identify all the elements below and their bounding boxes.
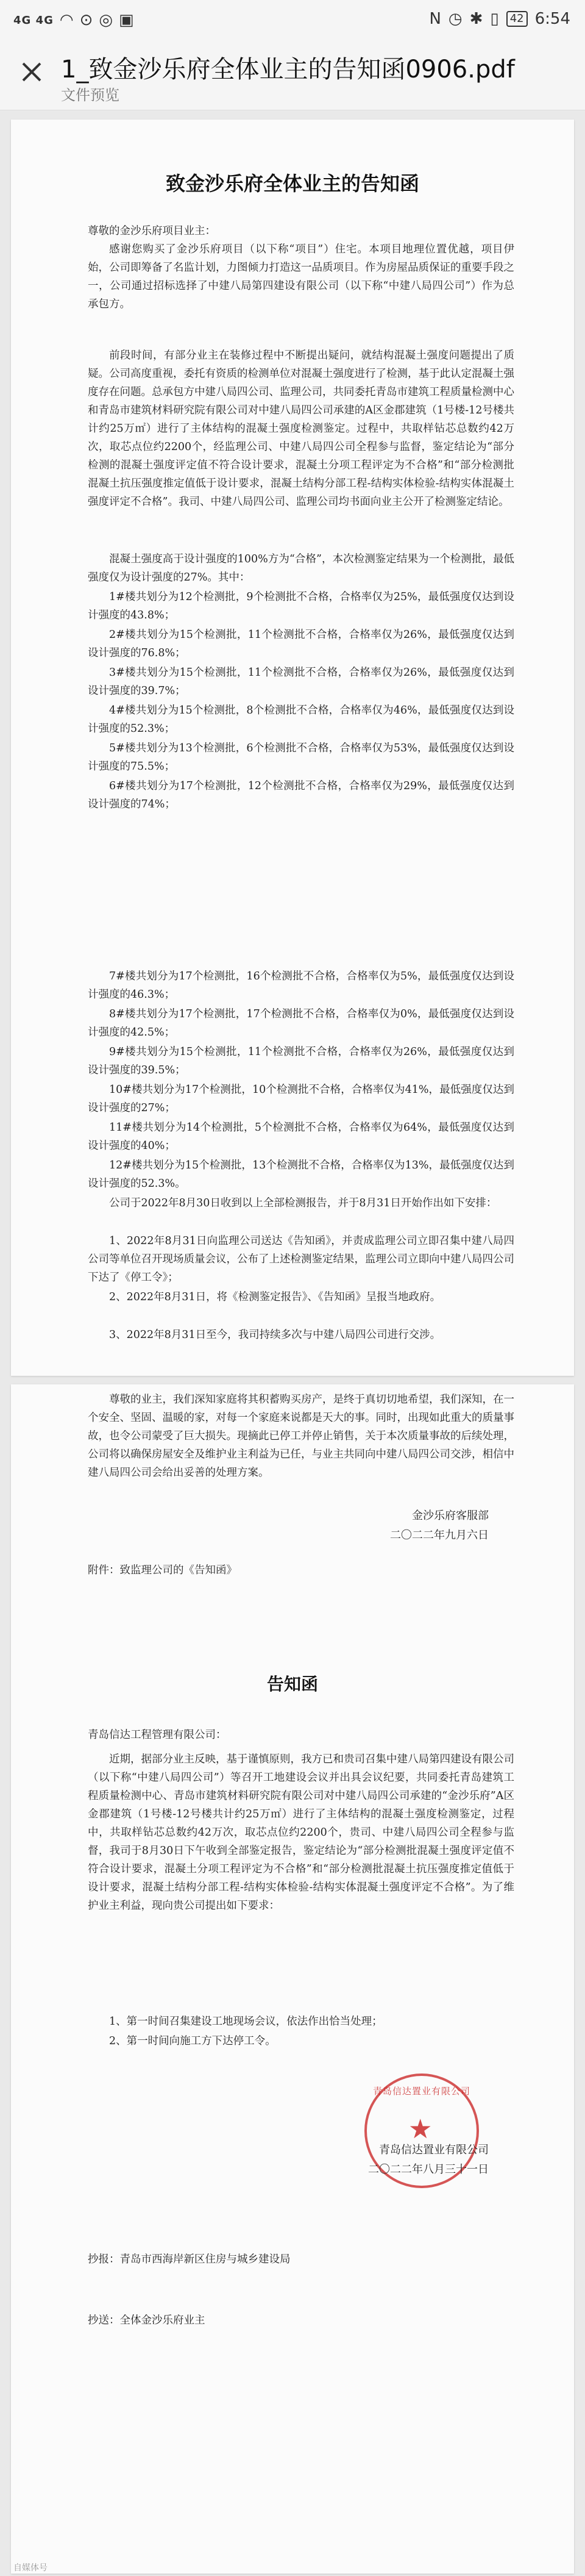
page1-paragraph: 12#楼共划分为15个检测批，13个检测批不合格，合格率仅为13%，最低强度仅达到设计强度的52.3%。 xyxy=(88,1159,514,1190)
status-right xyxy=(429,10,570,28)
page1-paragraph: 公司于2022年8月30日收到以上全部检测报告，并于8月31日开始作出如下安排： xyxy=(109,1197,497,1209)
status-bar xyxy=(0,0,585,43)
message-icon: ▣ xyxy=(119,11,134,29)
page1-paragraph: 1、2022年8月31日向监理公司送达《告知函》，并责成监理公司立即召集中建八局四公司等单位召开现场质量会议，公布了上述检测鉴定结果，监理公司立即向中建八局四公司下达了《停工令》； xyxy=(88,1235,514,1284)
document-title: 1_致金沙乐府全体业主的告知函0906.pdf xyxy=(61,55,515,84)
seal-star-icon: ★ xyxy=(408,2114,433,2145)
page2-signature xyxy=(368,2141,489,2180)
page1-attachment: 附件：致监理公司的《告知函》 xyxy=(88,1564,237,1576)
document-subtitle: 文件预览 xyxy=(61,87,119,104)
footer-watermark: 自媒体号 xyxy=(13,2563,48,2573)
page2-paragraph: 1、第一时间召集建设工地现场会议，依法作出恰当处理； xyxy=(109,2016,383,2028)
app-icon: ◎ xyxy=(99,11,113,29)
bluetooth-icon: ✱ xyxy=(469,10,483,28)
page1-paragraph: 10#楼共划分为17个检测批，10个检测批不合格，合格率仅为41%，最低强度仅达到设计强度的27%； xyxy=(88,1084,514,1114)
page2-signature-org: 青岛信达置业有限公司 xyxy=(379,2144,489,2156)
alarm-icon: ◷ xyxy=(448,10,463,28)
battery-indicator: 42 xyxy=(506,11,528,27)
close-icon[interactable] xyxy=(17,57,46,87)
vibrate-icon: ▯ xyxy=(490,10,499,28)
page1-paragraph: 1#楼共划分为12个检测批，9个检测批不合格，合格率仅为25%，最低强度仅达到设计强度的43.8%； xyxy=(88,591,514,621)
page1-paragraph: 2#楼共划分为15个检测批，11个检测批不合格，合格率仅为26%，最低强度仅达到设计强度的76.8%； xyxy=(88,629,514,659)
page1-paragraph: 混凝土强度高于设计强度的100%方为“合格”，本次检测鉴定结果为一个检测批，最低强度仅为设计强度的27%。其中： xyxy=(88,553,514,584)
signal-indicator: 4G 4G xyxy=(13,13,54,27)
page1-signature-org: 金沙乐府客服部 xyxy=(412,1509,489,1522)
clock: 6:54 xyxy=(534,10,570,28)
page2-paragraph: 近期，据部分业主反映，基于谨慎原则，我方已和贵司召集中建八局第四建设有限公司（以下称“中建八局四公司”）等召开工地建设会议并出具会议纪要，共同委托青岛建筑工程质量检测中心、青岛市建筑材料研究院有限公司对中建八局四公司承建的“金沙乐府”A区金郡建筑（1号楼-12号楼共计约25万㎡）进行了主体结构的混凝土强度检测鉴定，过程中，共取样钻芯总数约42万次，取芯点位约2200个，贵司、中建八局四公司全程参与监督，我司于8月30日下午收到全部鉴定报告，鉴定结论为“部分检测批混凝土强度评定值不符合设计要求，混凝土分项工程评定为不合格”和“部分检测批混凝土抗压强度推定值低于设计要求，混凝土结构分部工程-结构实体检验-结构实体混凝土强度评定不合格”。为了维护业主利益，现向贵公司提出如下要求： xyxy=(88,1753,514,1912)
page1-signature xyxy=(390,1506,489,1545)
page1-paragraph: 11#楼共划分为14个检测批，5个检测批不合格，合格率仅为64%，最低强度仅达到设计强度的40%； xyxy=(88,1122,514,1152)
status-left xyxy=(13,11,134,29)
app-header xyxy=(0,43,585,110)
page1-salutation: 尊敬的金沙乐府项目业主： xyxy=(88,225,216,237)
page2-paragraph: 2、第一时间向施工方下达停工令。 xyxy=(109,2035,276,2047)
page1-paragraph: 前段时间，有部分业主在装修过程中不断提出疑问，就结构混凝土强度问题提出了质疑。公司高度重视，委托有资质的检测单位对混凝土强度进行了检测，基于此认定混凝土强度存在问题。总承包方中建八局四公司、监理公司，共同委托青岛市建筑工程质量检测中心和青岛市建筑材料研究院有限公司对中建八局四公司承建的A区金郡建筑（1号楼-12号楼共计约25万㎡）进行了主体结构的混凝土强度检测鉴定。过程中，共取样钻芯总数约42万次，取芯点位约2200个，经监理公司、中建八局四公司全程参与监督，鉴定结论为“部分检测的混凝土强度评定值不符合设计要求，混凝土分项工程评定为不合格”和“部分检测批混凝土抗压强度推定值低于设计要求，混凝土结构分部工程-结构实体检验-结构实体混凝土强度评定不合格”。我司、中建八局四公司、监理公司均书面向业主公开了检测鉴定结论。 xyxy=(88,349,514,508)
page2-title: 告知函 xyxy=(266,1674,318,1694)
page1-paragraph: 6#楼共划分为17个检测批，12个检测批不合格，合格率仅为29%，最低强度仅达到设计强度的74%； xyxy=(88,780,514,810)
page2-cc2: 抄送：全体金沙乐府业主 xyxy=(88,2314,205,2327)
page1-paragraph: 9#楼共划分为15个检测批，11个检测批不合格，合格率仅为26%，最低强度仅达到设计强度的39.5%； xyxy=(88,1046,514,1076)
page2-cc: 抄报：青岛市西海岸新区住房与城乡建设局 xyxy=(88,2253,291,2266)
page2-signature-date: 二〇二二年八月三十一日 xyxy=(368,2163,489,2176)
document-page-2 xyxy=(11,1384,574,2574)
page1-paragraph: 感谢您购买了金沙乐府项目（以下称“项目”）住宅。本项目地理位置优越，项目伊始，公司即筹备了名监计划，力图倾力打造这一品质项目。作为房屋品质保证的重要手段之一，公司通过招标选择了中建八局第四建设有限公司（以下称“中建八局四公司”）作为总承包方。 xyxy=(88,243,514,310)
page1-paragraph: 3、2022年8月31日至今，我司持续多次与中建八局四公司进行交涉。 xyxy=(109,1329,441,1341)
page1-paragraph: 7#楼共划分为17个检测批，16个检测批不合格，合格率仅为5%，最低强度仅达到设计强度的46.3%； xyxy=(88,970,514,1001)
page1-title: 致金沙乐府全体业主的告知函 xyxy=(165,172,419,195)
page1-signature-date: 二〇二二年九月六日 xyxy=(390,1529,489,1542)
nfc-icon: N xyxy=(429,10,441,28)
document-page-1 xyxy=(11,120,574,1376)
page1-paragraph: 8#楼共划分为17个检测批，17个检测批不合格，合格率仅为0%，最低强度仅达到设计强度的42.5%； xyxy=(88,1008,514,1039)
page1-paragraph: 2、2022年8月31日，将《检测鉴定报告》、《告知函》呈报当地政府。 xyxy=(109,1291,441,1303)
page1-paragraph: 5#楼共划分为13个检测批，6个检测批不合格，合格率仅为53%，最低强度仅达到设计强度的75.5%； xyxy=(88,742,514,773)
page1-paragraph: 4#楼共划分为15个检测批，8个检测批不合格，合格率仅为46%，最低强度仅达到设计强度的52.3%； xyxy=(88,704,514,735)
wifi-icon: ◠ xyxy=(59,11,74,29)
notification-icon: ⊙ xyxy=(79,11,93,29)
seal-text: 青岛信达置业有限公司 xyxy=(373,2086,471,2097)
page2-salutation: 青岛信达工程管理有限公司： xyxy=(88,1729,227,1741)
page1-paragraph: 3#楼共划分为15个检测批，11个检测批不合格，合格率仅为26%，最低强度仅达到设计强度的39.7%； xyxy=(88,667,514,697)
page1-paragraph: 尊敬的业主，我们深知家庭将其积蓄购买房产，是终于真切切地希望，我们深知，在一个安全、坚固、温暖的家，对每一个家庭来说都是天大的事。同时，出现如此重大的质量事故，也令公司蒙受了巨大损失。现摘此已停工并停止销售，关于本次质量事故的后续处理，公司将以确保房屋安全及维护业主利益为已任，与业主共同向中建八局四公司交涉，相信中建八局四公司会给出妥善的处理方案。 xyxy=(88,1394,514,1479)
